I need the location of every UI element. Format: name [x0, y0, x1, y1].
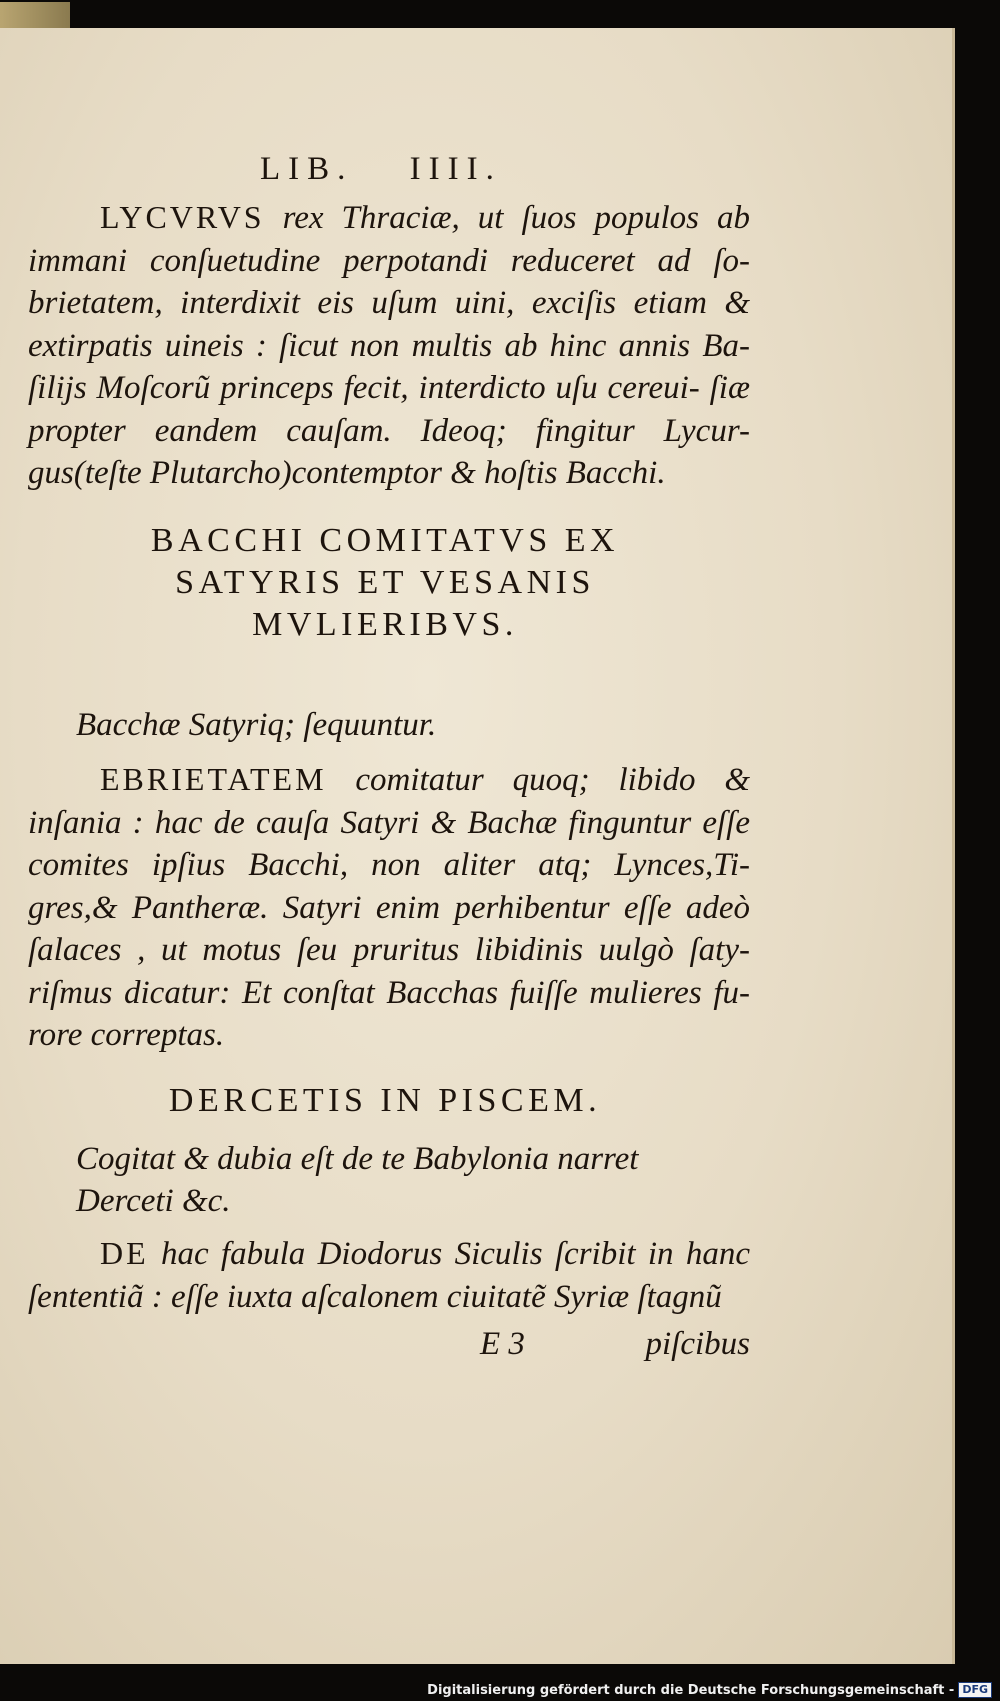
signature-line: [480, 1326, 750, 1363]
top-edge: [0, 0, 1000, 30]
running-head-left: LIB.: [260, 151, 354, 187]
verse-quote-dercetis: [76, 1138, 756, 1222]
paragraph-body: comitatur quoq; libido & inſania : hac de cauſa Satyri & Bachæ finguntur eſſe comites ipſius Bacchi, non aliter atq; Lynces,Ti- gres,& Pantheræ. Satyri enim perhibentur eſſe adeò ſalaces , ut motus ſeu pruritus libidinis uulgò ſaty- riſmus dicatur: Et conſtat Bacchas fuiſſe mulieres fu- rore correptas.: [28, 762, 750, 1053]
credit-text: Digitalisierung gefördert durch die Deutsche Forschungsgemeinschaft -: [427, 1682, 955, 1698]
previous-leaf-edge: [0, 2, 70, 28]
verse-quote-bacchae: Bacchæ Satyriq; ſequuntur.: [76, 707, 437, 743]
verse-line: Derceti &c.: [76, 1183, 231, 1219]
verse-line: Cogitat & dubia eſt de te Babylonia narret: [76, 1141, 639, 1177]
paragraph-body: hac fabula Diodorus Siculis ſcribit in hanc ſententiã : eſſe iuxta aſcalonem ciuitatẽ Syriæ ſtagnũ: [28, 1236, 750, 1315]
dfg-logo: DFG: [958, 1682, 992, 1698]
heading-line: SATYRIS ET VESANIS: [175, 564, 595, 601]
paragraph-de-hac-fabula: [28, 1232, 750, 1318]
running-head-right: IIII.: [409, 151, 502, 187]
section-heading-dercetis: DERCETIS IN PISCEM.: [168, 1082, 602, 1119]
heading-line: MVLIERIBVS.: [252, 606, 518, 643]
page-text: [0, 28, 952, 1664]
heading-line: BACCHI COMITATVS EX: [150, 522, 620, 559]
paragraph-lycurgus: [28, 196, 750, 495]
signature-mark: E 3: [480, 1326, 525, 1362]
catchword: piſcibus: [645, 1326, 750, 1362]
digitization-credit: [427, 1679, 992, 1701]
paragraph-ebrietatem: [28, 758, 750, 1057]
section-heading-bacchi: [60, 520, 710, 646]
paragraph-lead: DE: [100, 1235, 149, 1271]
book-page: [0, 28, 955, 1664]
running-head: [260, 151, 542, 188]
paragraph-lead: LYCVRVS: [100, 199, 265, 235]
paragraph-lead: EBRIETATEM: [100, 761, 327, 797]
paragraph-body: rex Thraciæ, ut ſuos populos ab immani conſuetudine perpotandi reduceret ad ſo- brietatem, interdixit eis uſum uini, exciſis etiam & extirpatis uineis : ſicut non multis ab hinc annis Ba- ſilijs Moſcorũ princeps fecit, interdicto uſu cereui- ſiæ propter eandem cauſam. Ideoq; fingitur Lycur- gus(teſte Plutarcho)contemptor & hoſtis Bacchi.: [28, 200, 751, 491]
